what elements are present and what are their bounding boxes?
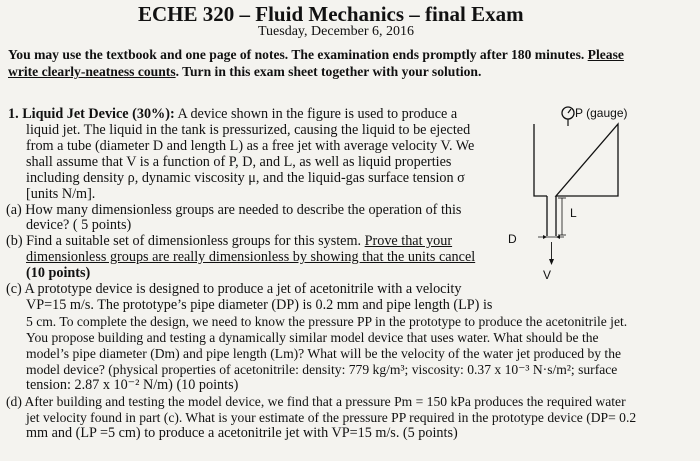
part-text: You propose building and testing a dynamically similar model device that uses water. What should be the: [26, 330, 599, 345]
problem-number: 1.: [8, 106, 19, 122]
velocity-arrow-icon: [549, 242, 554, 265]
instructions-emphasis: Please: [587, 47, 624, 62]
part-text: How many dimensionless groups are needed to describe the operation of this: [25, 202, 462, 218]
part-text: tension: 2.87 x 10⁻² N/m) (10 points): [26, 377, 239, 393]
part-text: jet velocity found in part (c). What is your estimate of the pressure PP required in the prototype device (DP= 0.2: [26, 410, 637, 425]
part-text: A prototype device is designed to produce a jet of acetonitrile with a velocity: [24, 281, 462, 297]
problem-text-line: [units N/m].: [26, 186, 96, 202]
instructions-line-1: [8, 46, 624, 63]
diameter-label: D: [508, 232, 517, 246]
tube-outline: [547, 196, 556, 236]
part-text: device? ( 5 points): [26, 217, 132, 233]
problem-text-line: liquid jet. The liquid in the tank is pressurized, causing the liquid to be ejected: [26, 122, 471, 138]
problem-text-line: including density ρ, dynamic viscosity μ, and the liquid-gas surface tension σ: [26, 170, 465, 186]
problem-text-line: shall assume that V is a function of P, D, and L, as well as liquid properties: [26, 154, 452, 170]
length-dimension: [558, 198, 566, 235]
exam-title: ECHE 320 – Fluid Mechanics – final Exam: [138, 2, 524, 26]
velocity-label: V: [543, 268, 552, 282]
part-text: Find a suitable set of dimensionless groups for this system.: [26, 233, 365, 249]
liquid-jet-device-figure: [496, 96, 700, 306]
tank-outline: [534, 124, 618, 196]
instructions-text: You may use the textbook and one page of notes. The examination ends promptly after 180 minutes.: [8, 47, 588, 62]
part-label: (c): [6, 281, 22, 297]
instructions-line-2: [8, 63, 481, 80]
part-text: 5 cm. To complete the design, we need to know the pressure PP in the prototype to produce the acetonitrile jet.: [26, 314, 628, 329]
part-text: VP=15 m/s. The prototype’s pipe diameter (DP) is 0.2 mm and pipe length (LP) is: [26, 297, 493, 313]
instructions-text-2: . Turn in this exam sheet together with your solution.: [175, 64, 482, 79]
part-b: [6, 233, 452, 250]
part-c: [6, 281, 461, 298]
problem-title: Liquid Jet Device (30%):: [22, 106, 175, 122]
exam-date: Tuesday, December 6, 2016: [258, 24, 415, 39]
instructions-emphasis-2: write clearly-neatness counts: [8, 64, 176, 79]
diameter-dimension: [538, 235, 564, 239]
part-label: (a): [6, 202, 22, 218]
part-label: (b): [6, 233, 23, 249]
pressure-gauge-icon: [562, 107, 574, 126]
length-label: L: [570, 206, 577, 220]
part-text: After building and testing the model device, we find that a pressure Pm = 150 kPa produces the required water: [24, 394, 626, 409]
problem-1-header: [8, 106, 457, 123]
part-text-underlined: Prove that your: [364, 233, 453, 249]
part-text: mm and (LP =5 cm) to produce a acetonitrile jet with VP=15 m/s. (5 points): [26, 425, 458, 441]
problem-text-line: A device shown in the figure is used to produce a: [177, 106, 458, 122]
part-text-underlined: dimensionless groups are really dimensionless by showing that the units cancel: [26, 249, 476, 265]
part-text: model device? (physical properties of acetonitrile: density: 779 kg/m³; viscosity: 0.37 x 10⁻³ N·s/m²; surface: [26, 362, 618, 377]
part-label: (d): [6, 394, 22, 409]
part-d: [6, 393, 626, 410]
gauge-label: P (gauge): [575, 106, 628, 120]
part-text: model’s pipe diameter (Dm) and pipe length (Lm)? What will be the velocity of the water jet produced by the: [26, 346, 622, 361]
problem-text-line: from a tube (diameter D and length L) as a free jet with average velocity V. We: [26, 138, 475, 154]
part-points: (10 points): [26, 265, 91, 281]
